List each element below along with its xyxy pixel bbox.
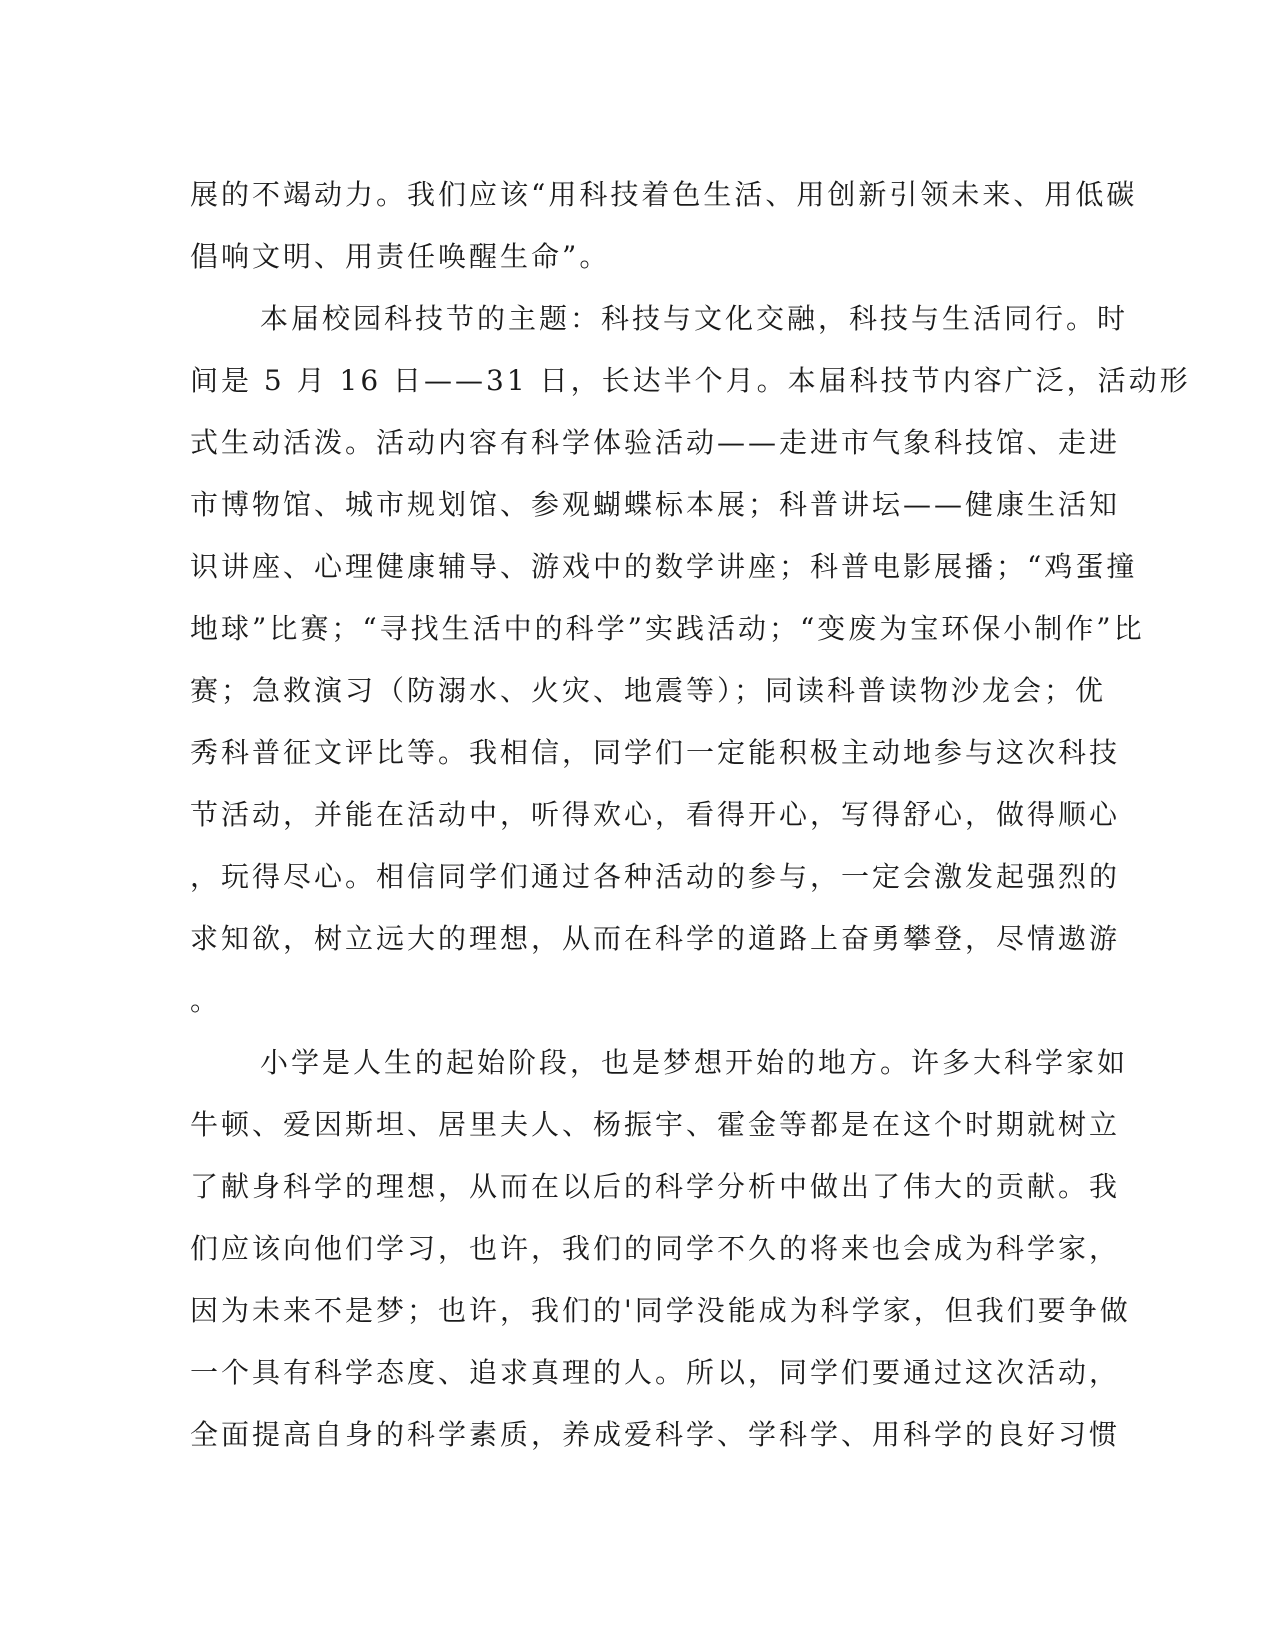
text-line-18: 们应该向他们学习，也许，我们的同学不久的将来也会成为科学家，: [190, 1232, 1121, 1265]
text-line-20: 一个具有科学态度、追求真理的人。所以，同学们要通过这次活动，: [190, 1356, 1121, 1389]
text-line-6: 市博物馆、城市规划馆、参观蝴蝶标本展；科普讲坛——健康生活知: [190, 488, 1121, 521]
body-text: [190, 164, 1191, 1466]
paragraph-start-line: 本届校园科技节的主题：科技与文化交融，科技与生活同行。时: [260, 302, 1129, 335]
text-line-14: 。: [190, 984, 222, 1017]
text-line-1: 展的不竭动力。我们应该“用科技着色生活、用创新引领未来、用低碳: [190, 178, 1138, 211]
text-line-8: 地球”比赛；“寻找生活中的科学”实践活动；“变废为宝环保小制作”比: [190, 612, 1145, 645]
text-line-2: 倡响文明、用责任唤醒生命”。: [190, 240, 611, 273]
text-line-12: ，玩得尽心。相信同学们通过各种活动的参与，一定会激发起强烈的: [190, 860, 1121, 893]
text-line-13: 求知欲，树立远大的理想，从而在科学的道路上奋勇攀登，尽情遨游: [190, 922, 1121, 955]
paragraph-start-line: 小学是人生的起始阶段，也是梦想开始的地方。许多大科学家如: [260, 1046, 1129, 1079]
text-line-16: 牛顿、爱因斯坦、居里夫人、杨振宇、霍金等都是在这个时期就树立: [190, 1108, 1121, 1141]
text-line-9: 赛；急救演习（防溺水、火灾、地震等）；同读科普读物沙龙会；优: [190, 674, 1107, 707]
text-line-7: 识讲座、心理健康辅导、游戏中的数学讲座；科普电影展播；“鸡蛋撞: [190, 550, 1138, 583]
text-line-19: 因为未来不是梦；也许，我们的'同学没能成为科学家，但我们要争做: [190, 1294, 1131, 1327]
text-line-10: 秀科普征文评比等。我相信，同学们一定能积极主动地参与这次科技: [190, 736, 1121, 769]
text-line-21: 全面提高自身的科学素质，养成爱科学、学科学、用科学的良好习惯: [190, 1418, 1121, 1451]
text-line-11: 节活动，并能在活动中，听得欢心，看得开心，写得舒心，做得顺心: [190, 798, 1121, 831]
text-line-4: 间是 5 月 16 日——31 日，长达半个月。本届科技节内容广泛，活动形: [190, 364, 1191, 397]
text-line-5: 式生动活泼。活动内容有科学体验活动——走进市气象科技馆、走进: [190, 426, 1121, 459]
text-line-17: 了献身科学的理想，从而在以后的科学分析中做出了伟大的贡献。我: [190, 1170, 1121, 1203]
